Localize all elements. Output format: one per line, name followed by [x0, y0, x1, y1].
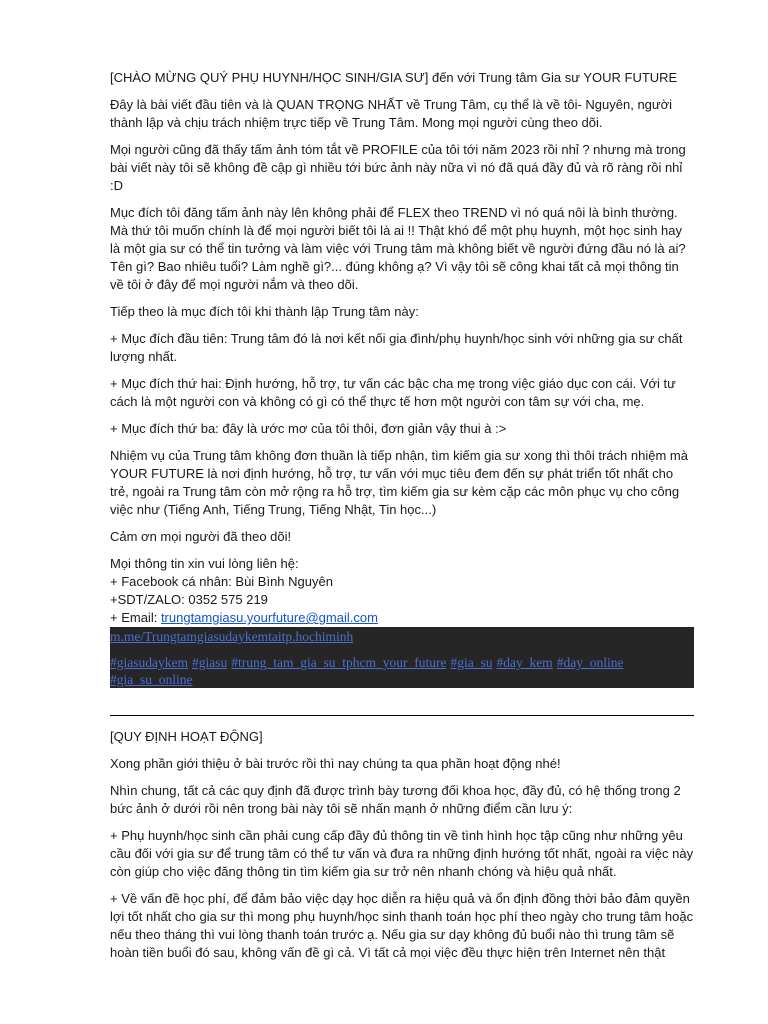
post1-paragraph-mission: Nhiệm vụ của Trung tâm không đơn thuần là tiếp nhận, tìm kiếm gia sư xong thì thôi trách nhiệm mà YOUR FUTURE là nơi định hướng, hỗ trợ, tư vấn với mục tiêu đem đến sự phát triển tốt nhất cho trẻ, ngoài ra Trung tâm còn mở rộng ra hỗ trợ, tìm kiếm gia sư kèm cặp các môn phục vụ cho công việc như (Tiếng Anh, Tiếng Trung, Tiếng Nhật, Tin học...)	[110, 448, 688, 517]
contact-email-line	[110, 609, 694, 627]
hashtag-link[interactable]: #giasu	[191, 655, 228, 670]
post1-goal-3: + Mục đích thứ ba: đây là ước mơ của tôi thôi, đơn giản vậy thui à :>	[110, 421, 507, 436]
post1-goal-2: + Mục đích thứ hai: Định hướng, hỗ trợ, tư vấn các bậc cha mẹ trong việc giáo dục con cái. Với tư cách là một người con và không có gì có thể thực tế hơn một người con tâm sự với cha, mẹ.	[110, 376, 676, 409]
contact-email-link[interactable]: trungtamgiasu.yourfuture@gmail.com	[160, 610, 378, 625]
hashtag-link[interactable]: #gia_su_online	[110, 672, 193, 687]
post2-paragraph-intro: Xong phần giới thiệu ở bài trước rồi thì nay chúng ta qua phần hoạt động nhé!	[110, 756, 561, 771]
post2-title: [QUY ĐỊNH HOẠT ĐỘNG]	[110, 729, 263, 744]
hashtag-link[interactable]: #giasudaykem	[110, 655, 188, 670]
hashtags-line-1	[110, 654, 627, 671]
contact-facebook: + Facebook cá nhân: Bùi Bình Nguyên	[110, 574, 333, 589]
post1-paragraph-intro: Đây là bài viết đầu tiên và là QUAN TRỌNG NHẤT về Trung Tâm, cụ thể là về tôi- Nguyên, người thành lập và chịu trách nhiệm trực tiếp về Trung Tâm. Mong mọi người cùng theo dõi.	[110, 97, 673, 130]
hashtag-link[interactable]: #trung_tam_gia_su_tphcm_your_future	[231, 655, 447, 670]
post2-rule-info: + Phụ huynh/học sinh cần phải cung cấp đầy đủ thông tin về tình hình học tập cũng như những yêu cầu đối với gia sư để trung tâm có thể tư vấn và đưa ra những định hướng tốt nhất, ngoài ra việc này còn giúp cho việc đăng thông tin tìm kiếm gia sư trở nên nhanh chóng và hiệu quả nhất.	[110, 828, 694, 879]
facebook-messenger-link[interactable]: m.me/Trungtamgiasudaykemtaitp.hochiminh	[110, 629, 354, 644]
post2-paragraph-overview: Nhìn chung, tất cả các quy định đã được trình bày tương đối khoa học, đầy đủ, có hệ thống trong 2 bức ảnh ở dưới rồi nên trong bài này tôi sẽ nhấn mạnh ở những điểm cần lưu ý:	[110, 783, 681, 816]
post1-thanks: Cảm ơn mọi người đã theo dõi!	[110, 529, 292, 544]
links-dark-block	[110, 627, 694, 688]
post1-goal-1: + Mục đích đầu tiên: Trung tâm đó là nơi kết nối gia đình/phụ huynh/học sinh với những gia sư chất lượng nhất.	[110, 331, 683, 364]
contact-phone: +SDT/ZALO: 0352 575 219	[110, 592, 268, 607]
hashtag-link[interactable]: #gia_su	[450, 655, 493, 670]
hashtag-link[interactable]: #day_kem	[496, 655, 553, 670]
post1-paragraph-goals-intro: Tiếp theo là mục đích tôi khi thành lập Trung tâm này:	[110, 304, 419, 319]
hashtags-line-2	[110, 671, 197, 688]
section-divider	[110, 715, 694, 716]
post1-paragraph-profile: Mọi người cũng đã thấy tấm ảnh tóm tắt về PROFILE của tôi tới năm 2023 rồi nhỉ ? nhưng mà trong bài viết này tôi sẽ không đề cập gì nhiều tới bức ảnh này nữa vì nó đã quá đầy đủ và rõ ràng rồi nhỉ :D	[110, 142, 686, 193]
contact-intro: Mọi thông tin xin vui lòng liên hệ:	[110, 556, 299, 571]
hashtag-link[interactable]: #day_online	[556, 655, 624, 670]
post1-paragraph-purpose-photo: Mục đích tôi đăng tấm ảnh này lên không phải để FLEX theo TREND vì nó quá nôi là bình thường. Mà thứ tôi muốn chính là để mọi người biết tôi là ai !! Thật khó để một phụ huynh, một học sinh hay là một gia sư có thể tin tưởng và làm việc với Trung tâm mà không biết về người đứng đầu nó là ai? Tên gì? Bao nhiêu tuổi? Làm nghề gì?... đúng không ạ? Vì vậy tôi sẽ công khai tất cả mọi thông tin về tôi ở đây để mọi người nắm và theo dõi.	[110, 205, 686, 292]
post1-title: [CHÀO MỪNG QUÝ PHỤ HUYNH/HỌC SINH/GIA SƯ] đến với Trung tâm Gia sư YOUR FUTURE	[110, 70, 678, 85]
contact-email-label: + Email:	[110, 610, 161, 625]
post2-rule-tuition: + Về vấn đề học phí, để đảm bảo việc dạy học diễn ra hiệu quả và ổn định đồng thời bảo đảm quyền lợi tốt nhất cho gia sư thì mong phụ huynh/học sinh thanh toán học phí theo ngày cho trung tâm hoặc nếu theo tháng thì vui lòng thanh toán trước ạ. Nếu gia sư dạy không đủ buổi nào thì trung tâm sẽ hoàn tiền buổi đó sau, không vấn đề gì cả. Vì tất cả mọi việc đều thực hiện trên Internet nên thật	[110, 891, 694, 960]
facebook-messenger-link-line	[110, 628, 357, 645]
contact-block	[110, 555, 694, 627]
